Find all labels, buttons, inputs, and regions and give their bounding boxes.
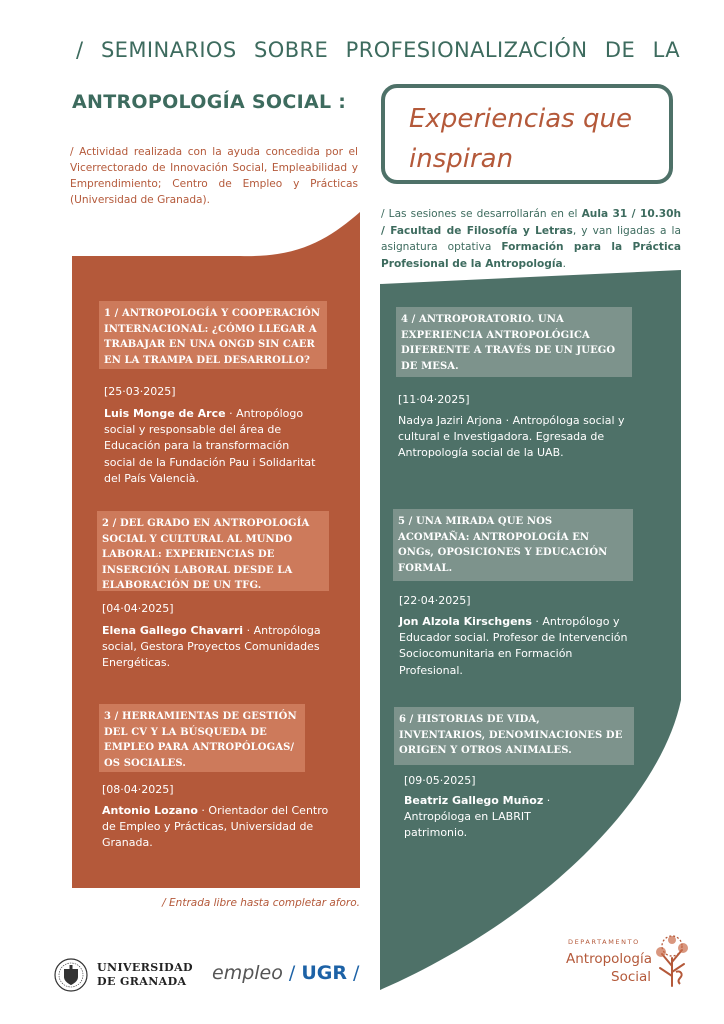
university-seal-icon — [54, 958, 88, 992]
seminar-5-date: [22·04·2025] — [399, 594, 471, 607]
university-name: UNIVERSIDAD DE GRANADA — [97, 961, 193, 988]
sessions-note: / Las sesiones se desarrollarán en el Aula 31 / 10.30h / Facultad de Filosofía y Letras, y van ligadas a la asignatura optativa Formación para la Práctica Profesional de la Antropología. — [381, 208, 682, 270]
seminar-4-date: [11·04·2025] — [398, 393, 470, 406]
seminar-1-date: [25·03·2025] — [104, 385, 176, 398]
seminar-6-date: [09·05·2025] — [404, 774, 476, 787]
title-line-2: ANTROPOLOGÍA SOCIAL : — [72, 91, 347, 113]
title-line-1: / SEMINARIOS SOBRE PROFESIONALIZACIÓN DE LA — [76, 38, 680, 62]
department-name-line-2: Social — [611, 969, 652, 985]
seminar-5-speaker: Jon Alzola Kirschgens · Antropólogo y Educador social. Profesor de Intervención Sociocomunitaria en Formación Profesional. — [399, 615, 628, 677]
seminar-3-date: [08·04·2025] — [102, 783, 174, 796]
seminar-2-speaker: Elena Gallego Chavarri · Antropóloga social, Gestora Proyectos Comunidades Energéticas. — [102, 624, 321, 670]
intro-text: / Actividad realizada con la ayuda concedida por el Vicerrectorado de Innovación Social, Empleabilidad y Emprendimiento; Centro de Empleo y Prácticas (Universidad de Granada). — [70, 146, 358, 206]
seminar-4-title: 4 / ANTROPORATORIO. UNA EXPERIENCIA ANTROPOLÓGICA DIFERENTE A TRAVÉS DE UN JUEGO DE MESA. — [396, 307, 632, 377]
seminar-3-speaker: Antonio Lozano · Orientador del Centro de Empleo y Prácticas, Universidad de Granada. — [102, 804, 329, 850]
subtitle: Experiencias que inspiran — [409, 104, 632, 174]
seminar-2-title: 2 / DEL GRADO EN ANTROPOLOGÍA SOCIAL Y CULTURAL AL MUNDO LABORAL: EXPERIENCIAS DE INSERCIÓN LABORAL DESDE LA ELABORACIÓN DE UN TFG. — [97, 511, 329, 591]
empleo-ugr-logo: empleo / UGR / — [212, 962, 360, 984]
seminar-5-title: 5 / UNA MIRADA QUE NOS ACOMPAÑA: ANTROPOLOGÍA EN ONGs, OPOSICIONES Y EDUCACIÓN FORMAL. — [393, 509, 633, 581]
department-name-line-1: Antropología — [566, 951, 653, 967]
seminar-1-title: 1 / ANTROPOLOGÍA Y COOPERACIÓN INTERNACIONAL: ¿CÓMO LLEGAR A TRABAJAR EN UNA ONGD SIN CAER EN LA TRAMPA DEL DESARROLLO? — [99, 301, 327, 369]
seminar-6-speaker: Beatriz Gallego Muñoz · Antropóloga en LABRIT patrimonio. — [404, 794, 551, 840]
seminar-6-title: 6 / HISTORIAS DE VIDA, INVENTARIOS, DENOMINACIONES DE ORIGEN Y OTROS ANIMALES. — [394, 707, 634, 765]
seminar-1-speaker: Luis Monge de Arce · Antropólogo social y responsable del área de Educación para la transformación social de la Fundación Pau i Solidaritat del País Valencià. — [104, 407, 316, 485]
free-entry-note: / Entrada libre hasta completar aforo. — [162, 897, 360, 909]
seminar-3-title: 3 / HERRAMIENTAS DE GESTIÓN DEL CV Y LA BÚSQUEDA DE EMPLEO PARA ANTROPÓLOGAS/ OS SOCIALES. — [99, 704, 305, 772]
department-label: DEPARTAMENTO — [568, 938, 640, 946]
seminar-2-date: [04·04·2025] — [102, 602, 174, 615]
seminar-4-speaker: Nadya Jaziri Arjona · Antropóloga social y cultural e Investigadora. Egresada de Antropología social de la UAB. — [398, 414, 625, 460]
tree-icon — [650, 932, 694, 990]
